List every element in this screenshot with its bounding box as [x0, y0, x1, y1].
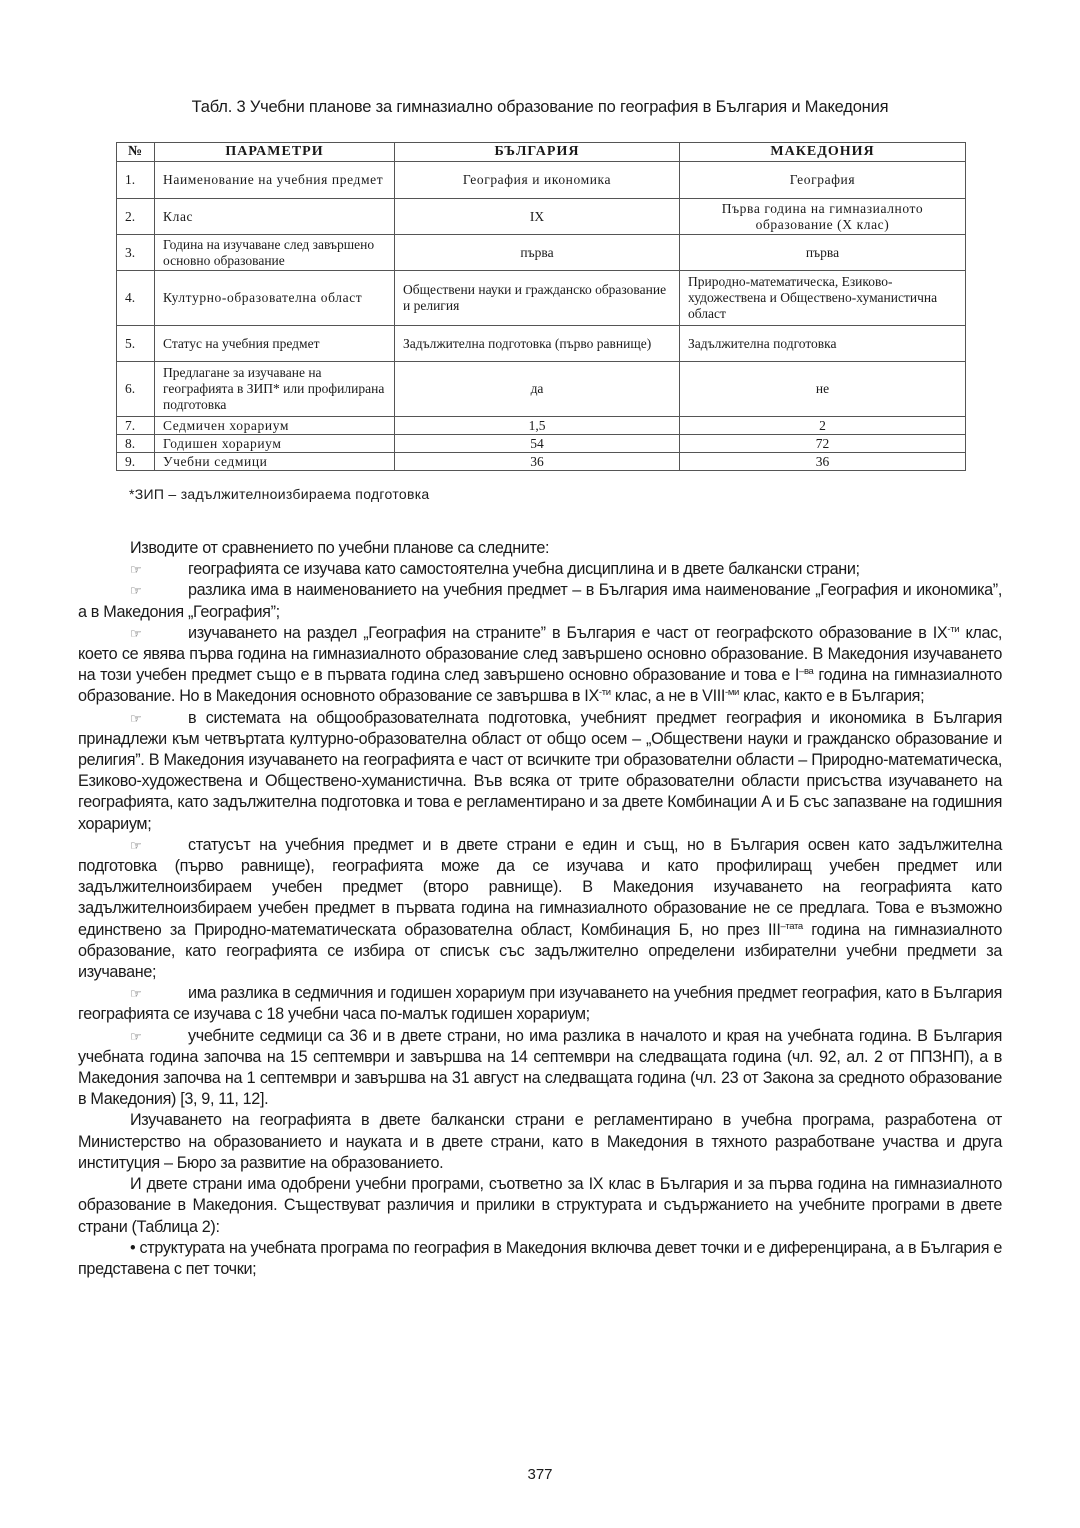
table-header-row — [117, 143, 966, 162]
ordinal-suffix: -ти — [598, 687, 611, 699]
row-number: 5. — [117, 326, 155, 362]
row-bulgaria-value: 54 — [395, 435, 680, 453]
row-macedonia-value: Задължителна подготовка — [680, 326, 966, 362]
dot-bullet-item — [78, 1238, 1002, 1280]
bullet-item — [78, 1026, 1002, 1111]
pointing-hand-icon: ☞ — [130, 986, 142, 1002]
page-number: 377 — [527, 1466, 553, 1483]
row-parameter: Клас — [155, 199, 395, 235]
row-macedonia-value: 72 — [680, 435, 966, 453]
pointing-hand-icon: ☞ — [130, 625, 142, 641]
row-parameter: Предлагане за изучаване на географията в ЗИП* или профилирана подготовка — [155, 362, 395, 417]
bullet-text: клас, а не в VIII — [610, 687, 726, 706]
table-caption: Табл. 3 Учебни планове за гимназиално образование по география в България и Македония — [191, 98, 889, 116]
row-macedonia-value: 36 — [680, 453, 966, 471]
pointing-hand-icon: ☞ — [130, 710, 142, 726]
pointing-hand-icon: ☞ — [130, 583, 142, 599]
row-number: 9. — [117, 453, 155, 471]
row-bulgaria-value: да — [395, 362, 680, 417]
bullet-text: година на гимназиалното образование. Но в Македония основното образование се завършва в IX — [78, 666, 1002, 706]
bullet-text: разлика има в наименованието на учебния предмет – в България има наименование „География и икономика”, а в Македония „География”; — [78, 581, 1002, 621]
row-parameter: Наименование на учебния предмет — [155, 162, 395, 199]
program-paragraph — [78, 1110, 1002, 1174]
table-row — [117, 162, 966, 199]
bullet-text: клас, което се явява първа година на гимназиалното образование след завършено основно образование. В Македония изучаването на този учебен предмет също е в първата година след завършено основно образование и това е I — [78, 623, 1002, 685]
intro-text: Изводите от сравнението по учебни планове са следните: — [130, 539, 550, 557]
bullet-text: структурата на учебната програма по география в Македония включва девет точки и е диференцирана, а в България е представена с пет точки; — [78, 1238, 1003, 1278]
table-row — [117, 453, 966, 471]
header-bulgaria: БЪЛГАРИЯ — [395, 143, 680, 162]
row-number: 3. — [117, 235, 155, 271]
body-text — [78, 538, 1002, 1280]
row-bulgaria-value: IX — [395, 199, 680, 235]
table-row — [117, 435, 966, 453]
header-macedonia: МАКЕДОНИЯ — [680, 143, 966, 162]
table-row — [117, 362, 966, 417]
row-number: 1. — [117, 162, 155, 199]
bullet-text: статусът на учебния предмет и в двете страни е един и същ, но в България освен като задължителна подготовка (първо равнище), географията може да се изучава и като профилиращ учебен предмет или задължителноизбираем учебен предмет (второ равнище). В Македония изучаването на географията като задължителноизбираем учебен предмет в първата година на гимназиалното образование не се предлага. Това е възможно единствено за Природно-математическата образователна област, Комбинация Б, но през III — [78, 835, 1002, 939]
row-parameter: Статус на учебния предмет — [155, 326, 395, 362]
row-macedonia-value: не — [680, 362, 966, 417]
row-number: 8. — [117, 435, 155, 453]
row-number: 6. — [117, 362, 155, 417]
approved-programs-paragraph — [78, 1174, 1002, 1238]
bullet-item — [78, 983, 1002, 1025]
intro-paragraph — [78, 538, 1002, 559]
bullet-item — [78, 559, 1002, 580]
bullet-text: има разлика в седмичния и годишен хорариум при изучаването на учебния предмет география, като в България географията се изучава с 18 учебни часа по-малък годишен хорариум; — [78, 984, 1002, 1024]
paragraph-text: Изучаването на географията в двете балкански страни е регламентирано в учебна програма, разработена от Министерство на образованието и науката и в двете страни, като в Македония в тяхното разработване участва и друга институция – Бюро за развитие на образованието. — [78, 1111, 1002, 1172]
row-parameter: Седмичен хорариум — [155, 417, 395, 435]
ordinal-suffix: -ти — [947, 623, 960, 635]
row-bulgaria-value: 1,5 — [395, 417, 680, 435]
row-macedonia-value: 2 — [680, 417, 966, 435]
pointing-hand-icon: ☞ — [130, 562, 142, 578]
row-number: 7. — [117, 417, 155, 435]
bullet-item — [78, 580, 1002, 622]
bullet-text: клас, както е в България; — [738, 687, 925, 706]
row-bulgaria-value: География и икономика — [395, 162, 680, 199]
bullet-text: година на гимназиалното образование, като географията се избира от списък със задължително определени избирателни учебни предмети за изучаване; — [78, 920, 1002, 982]
ordinal-suffix: –ва — [799, 666, 814, 678]
bullet-item — [78, 708, 1002, 835]
table-row — [117, 199, 966, 235]
ordinal-suffix: –тата — [780, 920, 803, 932]
row-macedonia-value: География — [680, 162, 966, 199]
header-parameters: ПАРАМЕТРИ — [155, 143, 395, 162]
bullet-text: учебните седмици са 36 и в двете страни, но има разлика в началото и края на учебната година. В България учебната година започва на 15 септември и завършва на 14 септември на следващата година (чл. 92, ал. 2 от ППЗНП), а в Македония започва на 1 септември и завършва на 31 август на следващата година (чл. 23 от Закона за средното образование в Македония) [3, 9, 11, 12]. — [78, 1026, 1002, 1109]
row-bulgaria-value: 36 — [395, 453, 680, 471]
bullet-item — [78, 835, 1002, 983]
bullet-dot-icon: • — [130, 1238, 136, 1257]
header-number: № — [117, 143, 155, 162]
row-number: 4. — [117, 271, 155, 326]
row-parameter: Културно-образователна област — [155, 271, 395, 326]
bullet-text: изучаването на раздел „География на страните” в България е част от географското образование в IX — [188, 623, 948, 642]
row-bulgaria-value: Обществени науки и гражданско образование и религия — [395, 271, 680, 326]
bullet-text: географията се изучава като самостоятелна учебна дисциплина и в двете балкански страни; — [188, 560, 860, 579]
pointing-hand-icon: ☞ — [130, 1028, 142, 1044]
row-number: 2. — [117, 199, 155, 235]
curriculum-table — [116, 142, 966, 471]
table-footnote: *ЗИП – задължителноизбираема подготовка — [129, 486, 430, 502]
row-parameter: Годишен хорариум — [155, 435, 395, 453]
row-macedonia-value: първа — [680, 235, 966, 271]
row-macedonia-value: Първа година на гимназиалното образование (X клас) — [680, 199, 966, 235]
ordinal-suffix: -ми — [725, 687, 739, 699]
row-macedonia-value: Природно-математическа, Езиково-художествена и Обществено-хуманистична област — [680, 271, 966, 326]
row-bulgaria-value: първа — [395, 235, 680, 271]
table-row — [117, 326, 966, 362]
bullet-text: в системата на общообразователната подготовка, учебният предмет география и икономика в България принадлежи към четвъртата културно-образователна област от общо осем – „Обществени науки и гражданско образование и религия”. В Македония изучаването на географията е част от всичките три образователни области – Природно-математическа, Езиково-художествена и Обществено-хуманистична. Във всяка от трите образователни области присъства изучаването на географията, като задължителна подготовка и това е регламентирано и за двете Комбинации А и Б със запазване на годишния хорариум; — [78, 708, 1002, 833]
table-row — [117, 271, 966, 326]
row-parameter: Година на изучаване след завършено основно образование — [155, 235, 395, 271]
paragraph-text: И двете страни има одобрени учебни програми, съответно за IX клас в България и за първа година на гимназиалното образование в Македония. Съществуват различия и прилики в структурата и съдържанието на учебните програми в двете страни (Таблица 2): — [78, 1175, 1002, 1236]
pointing-hand-icon: ☞ — [130, 837, 142, 853]
row-bulgaria-value: Задължителна подготовка (първо равнище) — [395, 326, 680, 362]
table-row — [117, 235, 966, 271]
row-parameter: Учебни седмици — [155, 453, 395, 471]
bullet-item — [78, 623, 1002, 708]
table-row — [117, 417, 966, 435]
